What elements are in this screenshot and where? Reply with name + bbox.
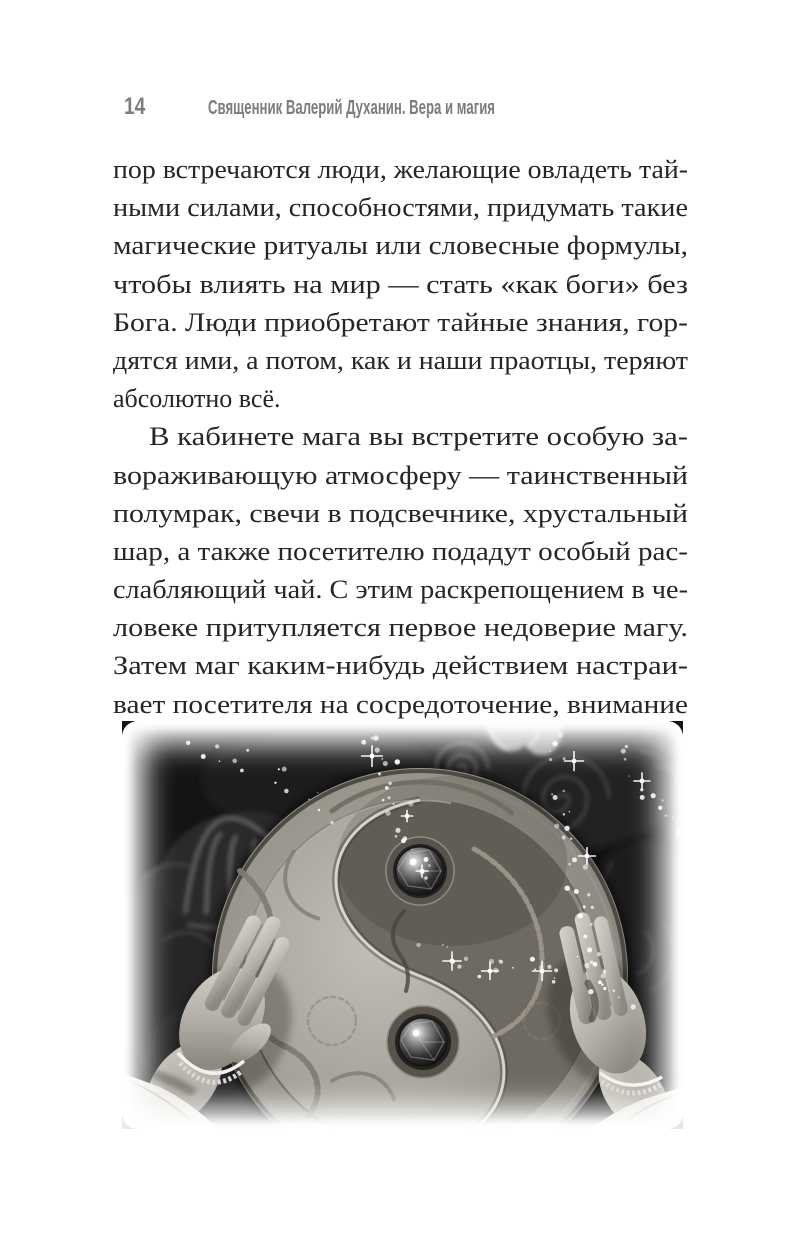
- text-line: слабляющий чай. С этим раскрепощением в че-: [113, 575, 688, 605]
- text-line: ными силами, способностями, придумать такие: [113, 193, 688, 223]
- text-line: вораживающую атмосферу — таинственный: [113, 460, 688, 490]
- text-line: абсолютно всё.: [113, 384, 281, 414]
- text-line: Затем маг каким-нибудь действием настраи-: [113, 651, 688, 681]
- page-number: 14: [124, 93, 146, 120]
- text-line: Бога. Люди приобретают тайные знания, гор-: [113, 307, 688, 337]
- text-line: вает посетителя на сосредоточение, внимание: [113, 689, 688, 719]
- text-line: пор встречаются люди, желающие овладеть тай-: [113, 155, 688, 184]
- text-line: В кабинете мага вы встретите особую за-: [149, 422, 688, 452]
- body-text: [113, 151, 688, 724]
- text-line: дятся ими, а потом, как и наши праотцы, теряют: [113, 345, 688, 375]
- text-line: полумрак, свечи в подсвечнике, хрустальный: [113, 498, 688, 528]
- text-line: чтобы влиять на мир — стать «как боги» без: [113, 269, 688, 299]
- running-title: [208, 98, 644, 118]
- running-title-text: Священник Валерий Духанин. Вера и магия: [208, 97, 495, 119]
- text-line: шар, а также посетителю подадут особый рас-: [113, 536, 688, 566]
- text-line: магические ритуалы или словесные формулы,: [113, 231, 688, 261]
- text-line: ловеке притупляется первое недоверие магу.: [113, 613, 688, 643]
- figure-yin-yang-photo: [122, 721, 683, 1129]
- yin-yang-photo-drawing: [122, 721, 683, 1129]
- lower-gem: [387, 1006, 459, 1078]
